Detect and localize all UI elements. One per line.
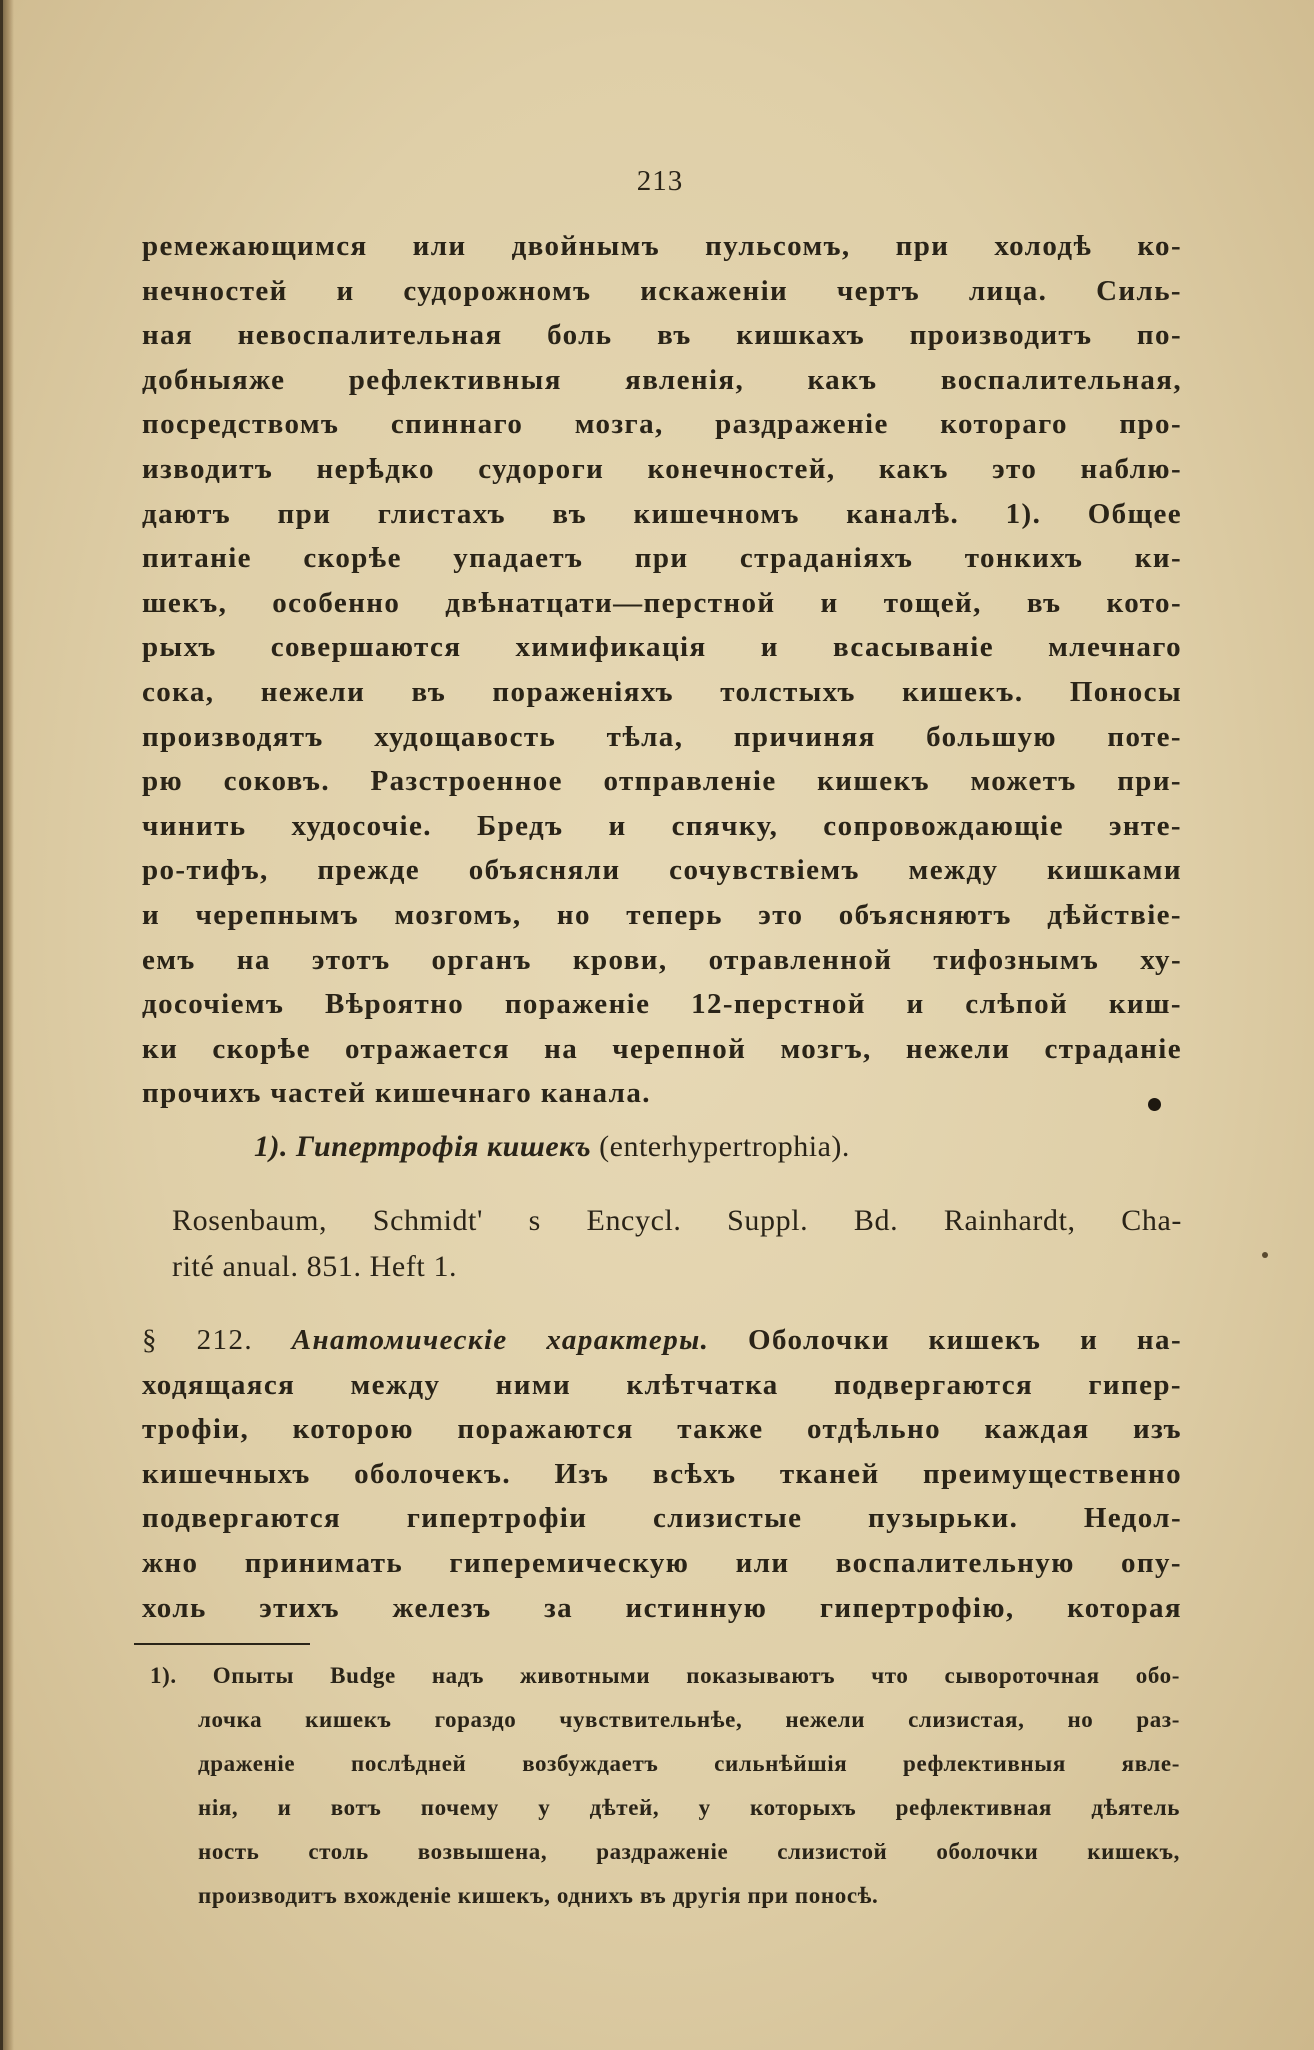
section-title: Анатомическіе характеры. bbox=[291, 1324, 710, 1356]
text-line: изводитъ нерѣдко судороги конечностей, какъ это наблю- bbox=[142, 452, 1182, 485]
references bbox=[172, 1198, 1182, 1290]
footnote-line: драженіе послѣдней возбуждаетъ сильнѣйшія рефлективныя явле- bbox=[198, 1751, 1180, 1776]
footnote-line: производитъ вхожденіе кишекъ, однихъ въ другія при поносѣ. bbox=[198, 1883, 879, 1908]
ink-blot bbox=[1148, 1098, 1161, 1111]
footnote-line: нія, и вотъ почему у дѣтей, у которыхъ рефлективная дѣятель bbox=[198, 1795, 1180, 1820]
text-line: ная невоспалительная боль въ кишкахъ производитъ по- bbox=[142, 319, 1182, 352]
text-line: подвергаются гипертрофіи слизистые пузырьки. Недол- bbox=[142, 1502, 1182, 1535]
text-line: производятъ худощавость тѣла, причиняя большую поте- bbox=[142, 720, 1182, 753]
text-line: ро-тифъ, прежде объясняли сочувствіемъ между кишками bbox=[142, 854, 1182, 887]
text-line: шекъ, особенно двѣнатцати—перстной и тощей, въ кото- bbox=[142, 586, 1182, 619]
section-212-paragraph bbox=[142, 1318, 1182, 1630]
text-line: питаніе скорѣе упадаетъ при страданіяхъ тонкихъ ки- bbox=[142, 542, 1182, 575]
text-line: и черепнымъ мозгомъ, но теперь это объясняютъ дѣйствіе- bbox=[142, 898, 1182, 931]
text-line: нечностей и судорожномъ искаженіи чертъ лица. Силь- bbox=[142, 274, 1182, 307]
footnote-rule bbox=[134, 1643, 310, 1645]
reference-line: Rosenbaum, Schmidt' s Encycl. Suppl. Bd. Rainhardt, Cha- bbox=[172, 1204, 1182, 1237]
text-line: чинить худосочіе. Бредъ и спячку, сопровождающіе энте- bbox=[142, 809, 1182, 842]
section-label: § 212. bbox=[142, 1324, 253, 1356]
footnote-line: ность столь возвышена, раздраженіе слизистой оболочки кишекъ, bbox=[198, 1839, 1180, 1864]
footnote-line: 1). Опыты Budge надъ животными показываютъ что сывороточная обо- bbox=[150, 1663, 1180, 1688]
text-line: ходящаяся между ними клѣтчатка подвергаются гипер- bbox=[142, 1368, 1182, 1401]
text-line: посредствомъ спиннаго мозга, раздраженіе котораго про- bbox=[142, 408, 1182, 441]
text-line: сока, нежели въ пораженіяхъ толстыхъ кишекъ. Поносы bbox=[142, 675, 1182, 708]
text-line: добныяже рефлективныя явленія, какъ воспалительная, bbox=[142, 363, 1182, 396]
text-line: ки скорѣе отражается на черепной мозгъ, нежели страданіе bbox=[142, 1032, 1182, 1065]
page-edge bbox=[0, 0, 3, 2050]
heading-title: Гипертрофія кишекъ bbox=[296, 1130, 592, 1163]
text-line: жно принимать гиперемическую или воспалительную опу- bbox=[142, 1546, 1182, 1579]
section-heading bbox=[254, 1130, 850, 1164]
text-line: рыхъ совершаются химификація и всасываніе млечнаго bbox=[142, 631, 1182, 664]
ink-blot bbox=[1262, 1252, 1268, 1258]
section-line-text: Оболочки кишекъ и на- bbox=[748, 1324, 1182, 1356]
reference-line: rité anual. 851. Heft 1. bbox=[172, 1250, 458, 1283]
footnote-line: лочка кишекъ гораздо чувствительнѣе, нежели слизистая, но раз- bbox=[198, 1707, 1180, 1732]
text-line: ремежающимся или двойнымъ пульсомъ, при холодѣ ко- bbox=[142, 230, 1182, 262]
text-line: кишечныхъ оболочекъ. Изъ всѣхъ тканей преимущественно bbox=[142, 1457, 1182, 1490]
text-line: трофіи, которою поражаются также отдѣльно каждая изъ bbox=[142, 1413, 1182, 1446]
text-line: прочихъ частей кишечнаго канала. bbox=[142, 1077, 651, 1110]
page-number: 213 bbox=[636, 165, 684, 197]
text-line bbox=[142, 1318, 1182, 1363]
text-line: досочіемъ Вѣроятно пораженіе 12-перстной и слѣпой киш- bbox=[142, 988, 1182, 1021]
footnote bbox=[150, 1654, 1180, 1918]
text-line: даютъ при глистахъ въ кишечномъ каналѣ. 1). Общее bbox=[142, 497, 1182, 530]
heading-number: 1). bbox=[254, 1130, 288, 1163]
text-line: холь этихъ железъ за истинную гипертрофію, которая bbox=[142, 1591, 1182, 1624]
main-paragraph bbox=[142, 224, 1182, 1116]
heading-latin: (enterhypertrophia). bbox=[599, 1130, 850, 1163]
text-line: рю соковъ. Разстроенное отправленіе кишекъ можетъ при- bbox=[142, 765, 1182, 798]
text-line: емъ на этотъ органъ крови, отравленной тифознымъ ху- bbox=[142, 943, 1182, 976]
